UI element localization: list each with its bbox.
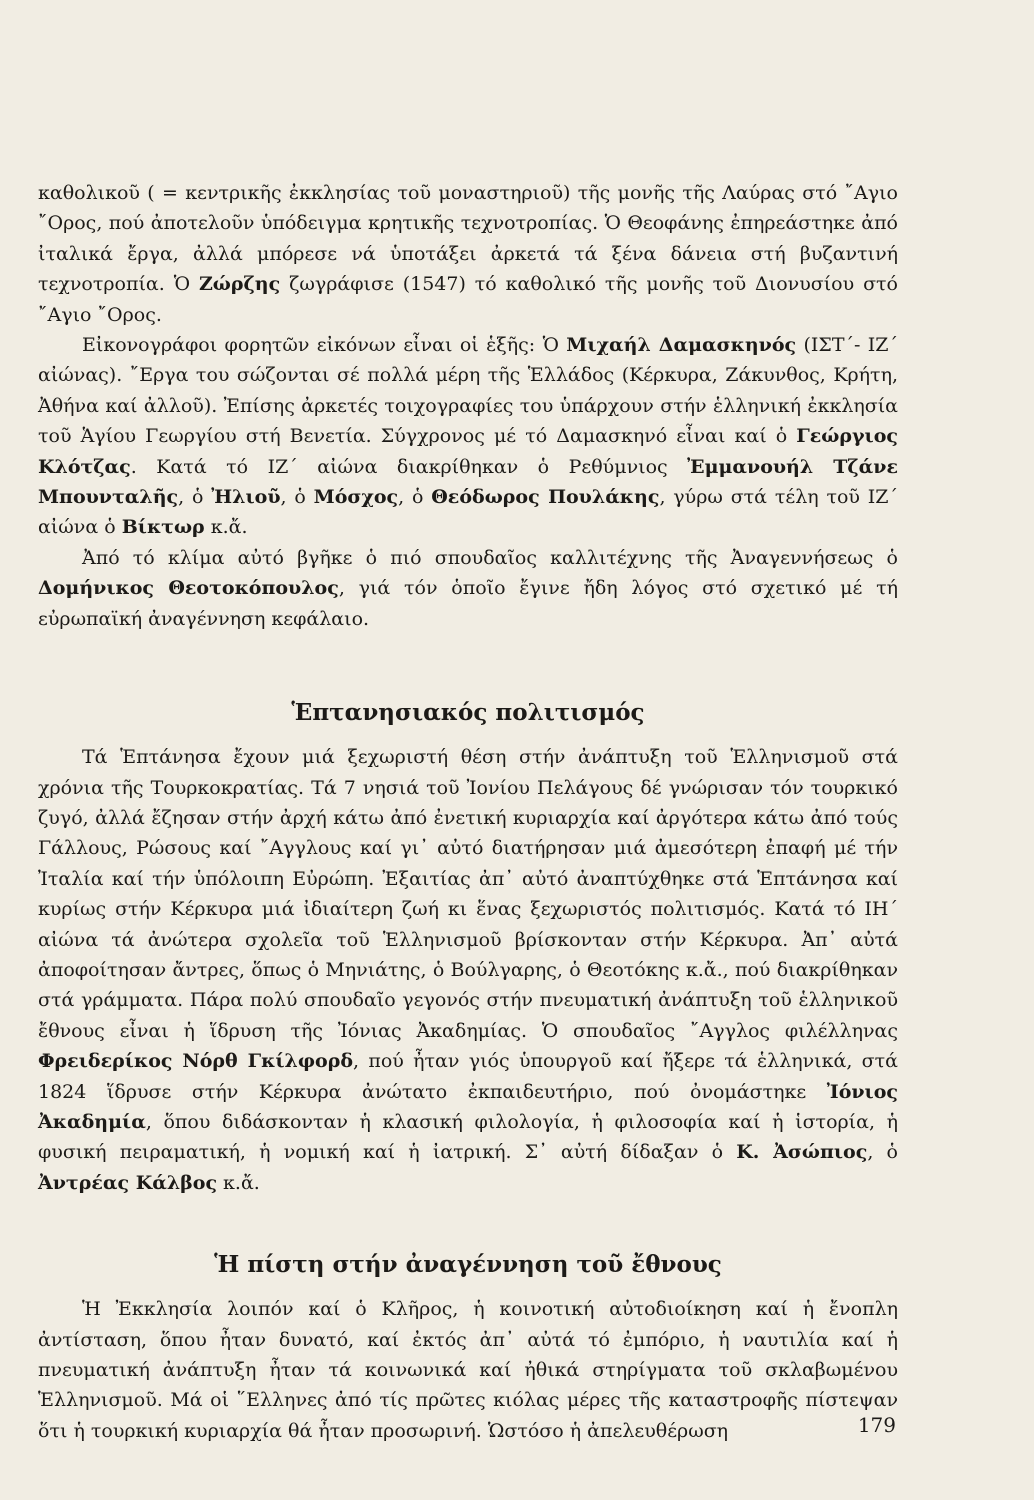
text-run: Ἡ Ἐκκλησία λοιπόν καί ὁ Κλῆρος, ἡ κοινοτική αὐτοδιοίκηση καί ἡ ἔνοπλη ἀντίσταση, ὅπου ἦταν δυνατό, καί ἐκτός ἀπ᾽ αὐτά τό ἐμπόριο, ἡ ναυτιλία καί ἡ πνευματική ἀνάπτυξη ἦταν τά κοινωνικά καί ἠθικά στηρίγματα τοῦ σκλαβωμένου Ἑλληνισμοῦ. Μά οἱ ῞Ελληνες ἀπό τίς πρῶτες κιόλας μέρες τῆς καταστροφῆς πίστεψαν ὅτι ἡ τουρκική κυριαρχία θά ἦταν προσωρινή. Ὡστόσο ἡ ἀπελευθέρωση (38, 1298, 898, 1442)
paragraph (38, 330, 898, 543)
bold-name: Θεόδωρος Πουλάκης (431, 486, 660, 509)
paragraph (38, 742, 898, 1198)
text-run: , ὁ (398, 486, 432, 509)
text-run: , ὅπου διδάσκονταν ἡ κλασική φιλολογία, ἡ φιλοσοφία καί ἡ ἱστορία, ἡ φυσική πειραματική, ἡ νομική καί ἡ ἰατρική. Σ᾽ αὐτή δίδαξαν ὁ (38, 1110, 898, 1164)
text-run: Τά Ἑπτάνησα ἔχουν μιά ξεχωριστή θέση στήν ἀνάπτυξη τοῦ Ἑλληνισμοῦ στά χρόνια τῆς Τουρκοκρατίας. Τά 7 νησιά τοῦ Ἰονίου Πελάγους δέ γνώρισαν τόν τουρκικό ζυγό, ἀλλά ἔζησαν στήν ἀρχή κάτω ἀπό ἐνετική κυριαρχία καί ἀργότερα κάτω ἀπό τούς Γάλλους, Ρώσους καί ῎Αγγλους καί γι᾽ αὐτό διατήρησαν μιά ἀμεσότερη ἐπαφή μέ τήν Ἰταλία καί τήν ὑπόλοιπη Εὐρώπη. Ἐξαιτίας ἀπ᾽ αὐτό ἀναπτύχθηκε στά Ἑπτάνησα καί κυρίως στήν Κέρκυρα μιά ἰδιαίτερη ζωή κι ἕνας ξεχωριστός πολιτισμός. Κατά τό ΙΗ΄ αἰώνα τά ἀνώτερα σχολεῖα τοῦ Ἑλληνισμοῦ βρίσκονταν στήν Κέρκυρα. Ἀπ᾽ αὐτά ἀποφοίτησαν ἄντρες, ὅπως ὁ Μηνιάτης, ὁ Βούλγαρης, ὁ Θεοτόκης κ.ἄ., πού διακρίθηκαν στά γράμματα. Πάρα πολύ σπουδαῖο γεγονός στήν πνευματική ἀνάπτυξη τοῦ ἑλληνικοῦ ἔθνους εἶναι ἡ ἵδρυση τῆς Ἰόνιας Ἀκαδημίας. Ὁ σπουδαῖος ῎Αγγλος φιλέλληνας (38, 746, 898, 1042)
bold-name: Ἰόνιος Ἀκαδημία (38, 1080, 898, 1133)
text-run: κ.ἄ. (217, 1171, 260, 1194)
text-run: ζωγράφισε (1547) τό καθολικό τῆς μονῆς τοῦ Διονυσίου στό ῎Αγιο ῎Ορος. (38, 273, 898, 326)
bold-name: Βίκτωρ (121, 516, 205, 539)
text-run: , πού ἦταν γιός ὑπουργοῦ καί ἤξερε τά ἑλληνικά, στά 1824 ἵδρυσε στήν Κέρκυρα ἀνώτατο ἐκπαιδευτήριο, πού ὀνομάστηκε (38, 1050, 898, 1103)
text-run: , ὁ (280, 486, 314, 509)
text-run: Ἀπό τό κλίμα αὐτό βγῆκε ὁ πιό σπουδαῖος καλλιτέχνης τῆς Ἀναγεννήσεως ὁ (82, 546, 898, 569)
bold-name: Ζώρζης (198, 273, 281, 296)
bold-name: Ἠλιοῦ (211, 486, 281, 509)
bold-name: Φρειδερίκος Νόρθ Γκίλφορδ (38, 1050, 354, 1073)
paragraph (38, 178, 898, 330)
section-heading: Ἑπτανησιακός πολιτισμός (291, 699, 645, 727)
text-run: . Κατά τό ΙΖ΄ αἰώνα διακρίθηκαν ὁ Ρεθύμνιος (130, 455, 688, 478)
text-run: , γύρω στά τέλη τοῦ ΙΖ΄ αἰώνα ὁ (38, 486, 898, 539)
text-run: κ.ἄ. (204, 516, 248, 539)
bold-name: Μιχαήλ Δαμασκηνός (566, 334, 797, 357)
text-run: (ΙΣΤ΄- ΙΖ΄ αἰώνας). ῎Εργα του σώζονται σέ πολλά μέρη τῆς Ἑλλάδος (Κέρκυρα, Ζάκυνθος, Κρήτη, Ἀθήνα καί ἀλλοῦ). Ἐπίσης ἀρκετές τοιχογραφίες του ὑπάρχουν στήν ἑλληνική ἐκκλησία τοῦ Ἁγίου Γεωργίου στή Βενετία. Σύγχρονος μέ τό Δαμασκηνό εἶναι καί ὁ (38, 334, 898, 448)
text-run: καθολικοῦ ( = κεντρικῆς ἐκκλησίας τοῦ μοναστηριοῦ) τῆς μονῆς τῆς Λαύρας στό ῎Αγιο ῎Ορος, πού ἀποτελοῦν ὑπόδειγμα κρητικῆς τεχνοτροπίας. Ὁ Θεοφάνης ἐπηρεάστηκε ἀπό ἰταλικά ἔργα, ἀλλά μπόρεσε νά ὑποτάξει ἀρκετά τά ξένα δάνεια στή βυζαντινή τεχνοτροπία. Ὁ (38, 182, 898, 296)
bold-name: Κ. Ἀσώπιος (736, 1141, 868, 1164)
page-number: 179 (857, 1413, 896, 1437)
bold-name: Γεώργιος Κλότζας (38, 425, 898, 478)
bold-name: Μόσχος (313, 486, 399, 509)
bold-name: Δομήνικος Θεοτοκόπουλος (38, 577, 339, 600)
text-run: , ὁ (178, 486, 212, 509)
bold-name: Ἀντρέας Κάλβος (38, 1171, 218, 1194)
text-column (38, 178, 898, 1446)
paragraph (38, 543, 898, 634)
text-run: , γιά τόν ὁποῖο ἔγινε ἤδη λόγος στό σχετικό μέ τή εὐρωπαϊκή ἀναγέννηση κεφάλαιο. (38, 577, 898, 630)
bold-name: Ἐμμανουήλ Τζάνε Μπουνταλῆς (38, 455, 899, 509)
text-run: , ὁ (867, 1141, 898, 1164)
section-heading: Ἡ πίστη στήν ἀναγέννηση τοῦ ἔθνους (214, 1251, 722, 1279)
paragraph (38, 1294, 898, 1446)
text-run: Εἰκονογράφοι φορητῶν εἰκόνων εἶναι οἱ ἑξῆς: Ὁ (82, 334, 567, 357)
